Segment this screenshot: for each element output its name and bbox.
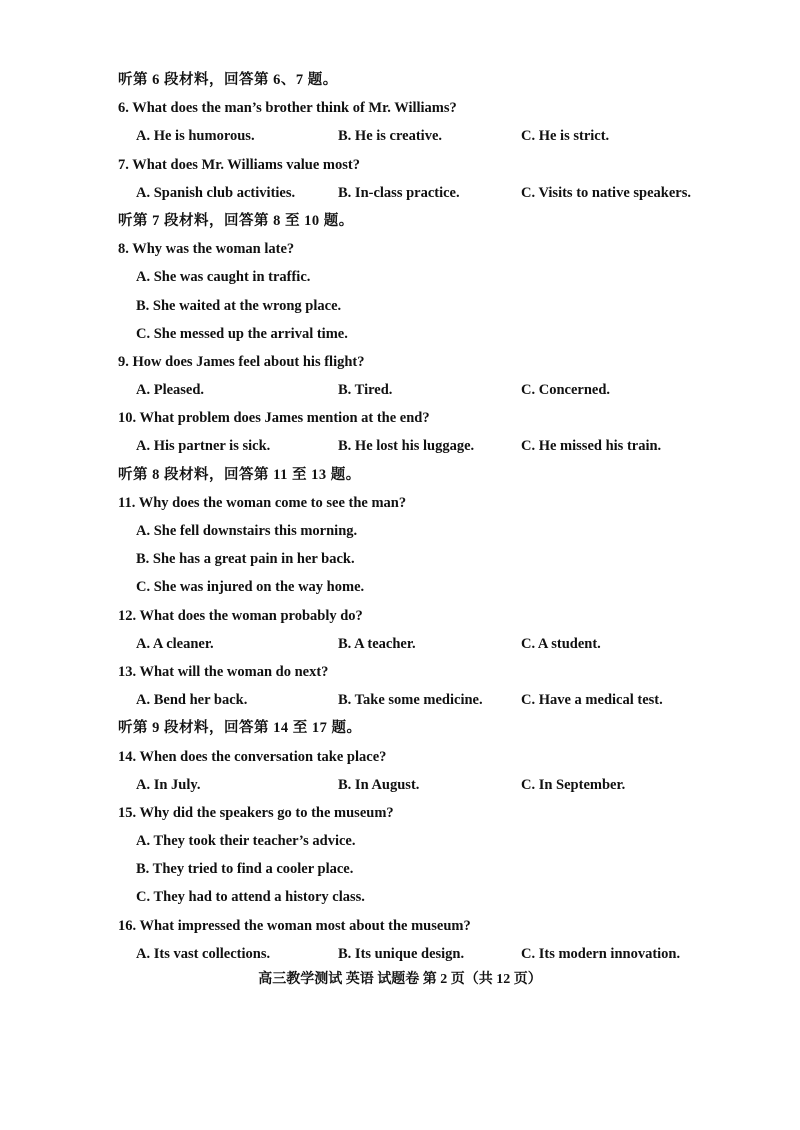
answer-option: C. A student. bbox=[521, 635, 601, 652]
question-text: 9. How does James feel about his flight? bbox=[118, 353, 365, 370]
question-text: 7. What does Mr. Williams value most? bbox=[118, 156, 360, 173]
section-heading: 听第 6 段材料，回答第 6、7 题。 bbox=[118, 72, 338, 88]
question-text: 10. What problem does James mention at the end? bbox=[118, 410, 430, 427]
question-text: 16. What impressed the woman most about the museum? bbox=[118, 917, 471, 934]
answer-option: B. She waited at the wrong place. bbox=[136, 297, 342, 314]
page-footer: 高三教学测试 英语 试题卷 第 2 页（共 12 页） bbox=[258, 972, 542, 987]
answer-option: A. His partner is sick. bbox=[136, 438, 271, 455]
question-text: 12. What does the woman probably do? bbox=[118, 607, 363, 624]
answer-option: A. He is humorous. bbox=[136, 128, 255, 145]
answer-option: B. They tried to find a cooler place. bbox=[136, 861, 354, 878]
answer-option: B. He lost his luggage. bbox=[338, 438, 475, 455]
option-row bbox=[118, 940, 738, 968]
option-row bbox=[118, 376, 738, 404]
exam-content bbox=[118, 66, 738, 968]
answer-option: A. Pleased. bbox=[136, 382, 205, 399]
answer-option: B. He is creative. bbox=[338, 128, 443, 145]
answer-option: C. He is strict. bbox=[521, 128, 610, 145]
option-row bbox=[118, 122, 738, 150]
answer-option: B. She has a great pain in her back. bbox=[136, 551, 355, 568]
question-text: 6. What does the man’s brother think of Mr. Williams? bbox=[118, 100, 457, 117]
answer-option: A. They took their teacher’s advice. bbox=[136, 833, 356, 850]
question-text: 11. Why does the woman come to see the man? bbox=[118, 494, 407, 511]
question-text: 15. Why did the speakers go to the museum? bbox=[118, 804, 394, 821]
answer-option: B. Tired. bbox=[338, 382, 393, 399]
answer-option: C. She messed up the arrival time. bbox=[136, 325, 348, 342]
answer-option: C. Concerned. bbox=[521, 382, 611, 399]
answer-option: A. Its vast collections. bbox=[136, 945, 271, 962]
answer-option: A. Bend her back. bbox=[136, 692, 248, 709]
answer-option: C. Its modern innovation. bbox=[521, 945, 681, 962]
answer-option: B. Its unique design. bbox=[338, 945, 465, 962]
answer-option: A. In July. bbox=[136, 776, 201, 793]
question-text: 8. Why was the woman late? bbox=[118, 241, 295, 258]
question-text: 14. When does the conversation take place? bbox=[118, 748, 387, 765]
section-heading: 听第 8 段材料，回答第 11 至 13 题。 bbox=[118, 466, 361, 483]
answer-option: C. Have a medical test. bbox=[521, 692, 663, 709]
answer-option: C. In September. bbox=[521, 776, 626, 793]
answer-option: A. She was caught in traffic. bbox=[136, 269, 311, 286]
section-heading: 听第 9 段材料，回答第 14 至 17 题。 bbox=[118, 720, 362, 737]
question-text: 13. What will the woman do next? bbox=[118, 663, 329, 680]
answer-option: C. He missed his train. bbox=[521, 438, 662, 455]
answer-option: C. Visits to native speakers. bbox=[521, 184, 691, 201]
option-row bbox=[118, 179, 738, 207]
answer-option: B. In August. bbox=[338, 776, 420, 793]
answer-option: C. She was injured on the way home. bbox=[136, 579, 365, 596]
option-row bbox=[118, 432, 738, 460]
answer-option: A. A cleaner. bbox=[136, 635, 214, 652]
option-row bbox=[118, 771, 738, 799]
answer-option: A. Spanish club activities. bbox=[136, 184, 296, 201]
section-heading: 听第 7 段材料，回答第 8 至 10 题。 bbox=[118, 212, 354, 229]
answer-option: B. In-class practice. bbox=[338, 184, 460, 201]
answer-option: A. She fell downstairs this morning. bbox=[136, 523, 358, 539]
answer-option: B. Take some medicine. bbox=[338, 692, 483, 709]
option-row bbox=[118, 686, 738, 714]
option-row bbox=[118, 630, 738, 658]
answer-option: B. A teacher. bbox=[338, 635, 416, 652]
answer-option: C. They had to attend a history class. bbox=[136, 889, 365, 906]
